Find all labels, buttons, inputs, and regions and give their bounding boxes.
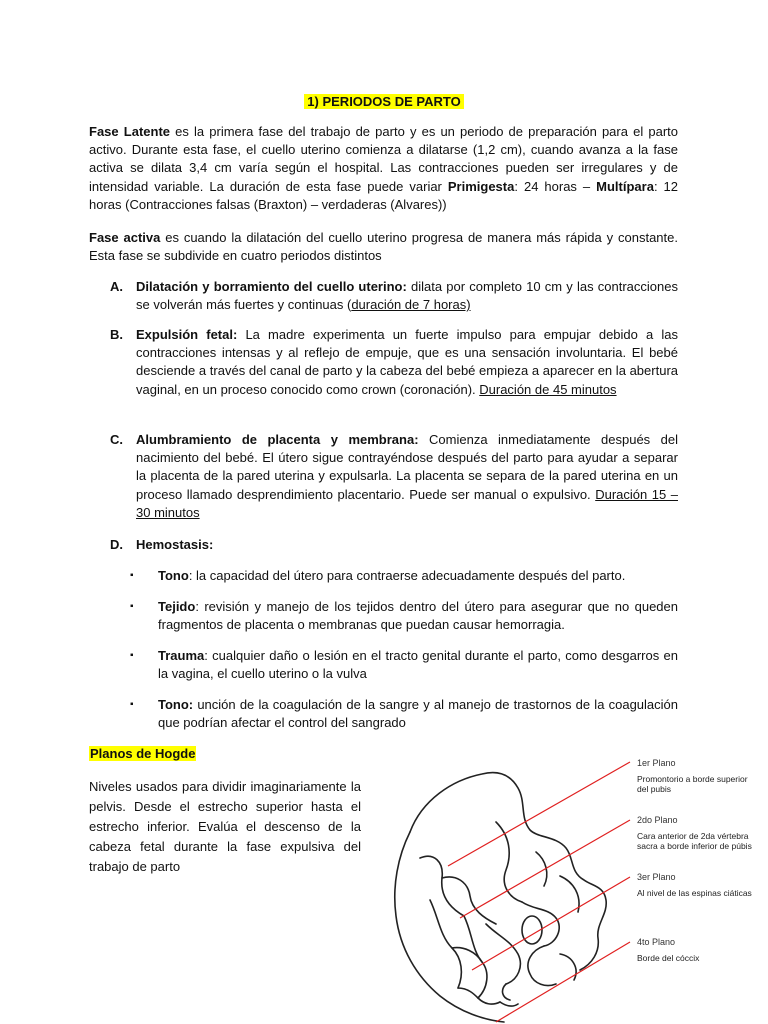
stage-marker: B.	[110, 327, 123, 342]
hogde-description: Niveles usados para dividir imaginariamente la pelvis. Desde el estrecho superior hasta el estrecho inferior. Evalúa el descenso de la cabeza fetal durante la fase expulsiva del trabajo de parto	[89, 779, 361, 874]
bullet-trauma: Trauma: cualquier daño o lesión en el tracto genital durante el parto, como desgarros en la vagina, el cuello uterino o la vulva	[158, 648, 678, 682]
stage-marker: A.	[110, 279, 123, 294]
plane-1-desc-2: del pubis	[637, 784, 672, 794]
plane-4-desc: Borde del cóccix	[637, 953, 700, 963]
bullet-tono-coagulacion: Tono: unción de la coagulación de la sangre y al manejo de trastornos de la coagulación que podrían afectar el control del sangrado	[158, 697, 678, 731]
fase-latente-paragraph: Fase Latente es la primera fase del trabajo de parto y es un periodo de preparación para el parto activo. Durante esta fase, el cuello uterino comienza a dilatarse (1,2 cm), cuando avanza a la fase activa se dilata 3,4 cm varía según el hospital. Las contracciones pueden ser irregulares y de intensidad variable. La duración de esta fase puede variar Primigesta: 24 horas – Multípara: 12 horas (Contracciones falsas (Braxton) – verdaderas (Alvares))	[89, 124, 679, 212]
bullet-icon: ▪	[130, 650, 134, 661]
plane-2-desc-2: sacra a borde inferior de púbis	[637, 841, 752, 851]
plane-4-title: 4to Plano	[637, 937, 676, 947]
page-title: 1) PERIODOS DE PARTO	[0, 93, 768, 111]
stage-marker: D.	[110, 537, 123, 552]
fase-activa-paragraph: Fase activa es cuando la dilatación del cuello uterino progresa de manera más rápida y constante. Esta fase se subdivide en cuatro periodos distintos	[89, 230, 678, 264]
bullet-icon: ▪	[130, 699, 134, 710]
plane-3-desc: Al nivel de las espinas ciáticas	[637, 888, 752, 898]
plane-1-title: 1er Plano	[637, 758, 676, 768]
plane-line-2	[460, 820, 630, 918]
bullet-icon: ▪	[130, 601, 134, 612]
stage-hemostasis: Hemostasis:	[136, 537, 214, 552]
bullet-icon: ▪	[130, 570, 134, 581]
plane-2-desc: Cara anterior de 2da vértebra	[637, 831, 749, 841]
plane-line-1	[448, 762, 630, 866]
plane-3-title: 3er Plano	[637, 872, 676, 882]
pelvis-figure	[360, 740, 768, 1024]
bullet-tono: Tono: la capacidad del útero para contraerse adecuadamente después del parto.	[158, 568, 626, 583]
plane-2-title: 2do Plano	[637, 815, 678, 825]
stage-dilatacion: Dilatación y borramiento del cuello uterino: dilata por completo 10 cm y las contracciones se volverán más fuertes y continuas (duración de 7 horas)	[136, 279, 678, 313]
stage-expulsion: Expulsión fetal: La madre experimenta un fuerte impulso para empujar debido a las contracciones intensas y al reflejo de empuje, que es una sensación involuntaria. El bebé desciende a través del canal de parto y la cabeza del bebé empieza a aparecer en la abertura vaginal, en un proceso conocido como crown (coronación). Duración de 45 minutos	[136, 327, 678, 397]
section-heading-hogde: Planos de Hogde	[90, 746, 196, 761]
plane-1-desc: Promontorio a borde superior	[637, 774, 748, 784]
stage-marker: C.	[110, 432, 123, 447]
bullet-tejido: Tejido: revisión y manejo de los tejidos dentro del útero para asegurar que no queden fragmentos de placenta o membranas que puedan causar hemorragia.	[158, 599, 678, 633]
stage-alumbramiento: Alumbramiento de placenta y membrana: Comienza inmediatamente después del nacimiento del bebé. El útero sigue contrayéndose después del parto para ayudar a separar la placenta de la pared uterina y expulsarla. La placenta se separa de la pared uterina en un proceso llamado desprendimiento placentario. Puede ser manual o expulsivo. Duración 15 – 30 minutos	[136, 432, 679, 520]
